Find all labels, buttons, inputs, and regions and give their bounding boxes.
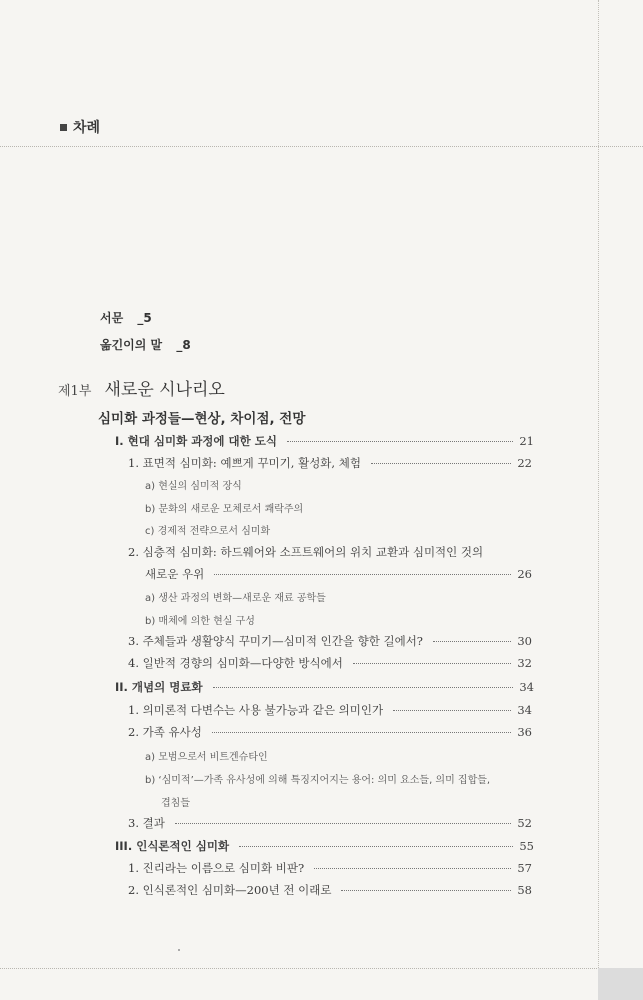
toc-entry-item[interactable]: a) 현실의 심미적 장식 [145,481,242,492]
toc-entry-item-continued[interactable]: 겹침들 [161,798,190,809]
dot-leader [287,441,513,442]
dot-leader [239,846,513,847]
dot-leader [314,868,511,869]
toc-entry-page: 26 [517,567,532,581]
footer-dotted-rule [0,968,643,969]
toc-entry-text: III. 인식론적인 심미화 [115,839,230,853]
front-matter-label: 옮긴이의 말 [100,338,163,352]
toc-entry-page: 58 [517,883,532,897]
toc-entry-text: 3. 주체들과 생활양식 꾸미기—심미적 인간을 향한 길에서? [128,634,423,648]
toc-entry-subsection-continued[interactable] [145,566,532,582]
front-matter-page: _8 [176,338,191,352]
toc-entry-text: 1. 진리라는 이름으로 심미화 비판? [128,861,305,875]
toc-entry-text: 2. 인식론적인 심미화—200년 전 이래로 [128,883,332,897]
front-matter-translator-note[interactable] [100,336,191,353]
toc-entry-section[interactable] [115,433,534,449]
toc-entry-subsection[interactable] [128,724,532,740]
toc-entry-item[interactable]: b) ‘심미적’—가족 유사성에 의해 특징지어지는 용어: 의미 요소들, 의미 집합들, [145,775,491,786]
dot-leader [393,710,511,711]
toc-entry-page: 34 [519,680,534,694]
toc-entry-page: 22 [517,456,532,470]
toc-entry-text: I. 현대 심미화 과정에 대한 도식 [115,434,277,448]
toc-entry-page: 30 [517,634,532,648]
toc-entry-page: 32 [517,656,532,670]
page-corner-tab [598,968,643,1000]
toc-entry-text: 1. 표면적 심미화: 예쁘게 꾸미기, 활성화, 체험 [128,456,361,470]
toc-entry-subsection[interactable]: 2. 심층적 심미화: 하드웨어와 소프트웨어의 위치 교환과 심미적인 것의 [128,545,484,559]
dot-leader [433,641,511,642]
toc-entry-page: 57 [517,861,532,875]
dot-leader [175,823,512,824]
toc-entry-section[interactable] [115,838,534,854]
toc-entry-subsection[interactable] [128,815,532,831]
part-heading [58,375,225,400]
toc-entry-subsection[interactable] [128,655,532,671]
toc-entry-text: 2. 가족 유사성 [128,725,202,739]
header-dotted-rule [0,146,643,147]
toc-heading [60,117,100,137]
toc-entry-page: 52 [517,816,532,830]
chapter-title: 심미화 과정들—현상, 차이점, 전망 [98,411,306,427]
front-matter-page: _5 [137,311,152,325]
toc-entry-page: 36 [517,725,532,739]
toc-entry-page: 34 [517,703,532,717]
toc-entry-subsection[interactable] [128,860,532,876]
toc-heading-text: 차례 [73,120,101,136]
toc-entry-section[interactable] [115,679,534,695]
dot-leader [213,687,514,688]
square-bullet-icon [60,124,67,131]
dot-leader [212,732,512,733]
dot-leader [341,890,511,891]
toc-entry-text: 4. 일반적 경향의 심미화—다양한 방식에서 [128,656,343,670]
toc-entry-item[interactable]: a) 생산 과정의 변화—새로운 재료 공학들 [145,593,326,604]
front-matter-label: 서문 [100,311,124,325]
dot-leader [371,463,511,464]
toc-entry-page: 21 [519,434,534,448]
toc-entry-text: 1. 의미론적 다변수는 사용 불가능과 같은 의미인가 [128,703,384,717]
toc-entry-subsection[interactable] [128,882,532,898]
toc-entry-text: II. 개념의 명료화 [115,680,203,694]
toc-entry-item[interactable]: b) 매체에 의한 현실 구성 [145,616,255,627]
dot-leader [353,663,512,664]
print-speck [178,949,180,951]
toc-entry-text: 3. 결과 [128,816,165,830]
toc-entry-text: 새로운 우위 [145,567,205,581]
part-title: 새로운 시나리오 [104,380,225,400]
dot-leader [214,574,511,575]
toc-entry-item[interactable]: a) 모범으로서 비트겐슈타인 [145,752,268,763]
front-matter-preface[interactable] [100,309,152,326]
part-label: 제1부 [58,384,92,399]
toc-entry-subsection[interactable] [128,702,532,718]
toc-entry-page: 55 [519,839,534,853]
toc-entry-item[interactable]: b) 문화의 새로운 모체로서 쾌락주의 [145,504,304,515]
toc-entry-subsection[interactable] [128,455,532,471]
toc-entry-subsection[interactable] [128,633,532,649]
toc-entry-item[interactable]: c) 경제적 전략으로서 심미화 [145,526,271,537]
